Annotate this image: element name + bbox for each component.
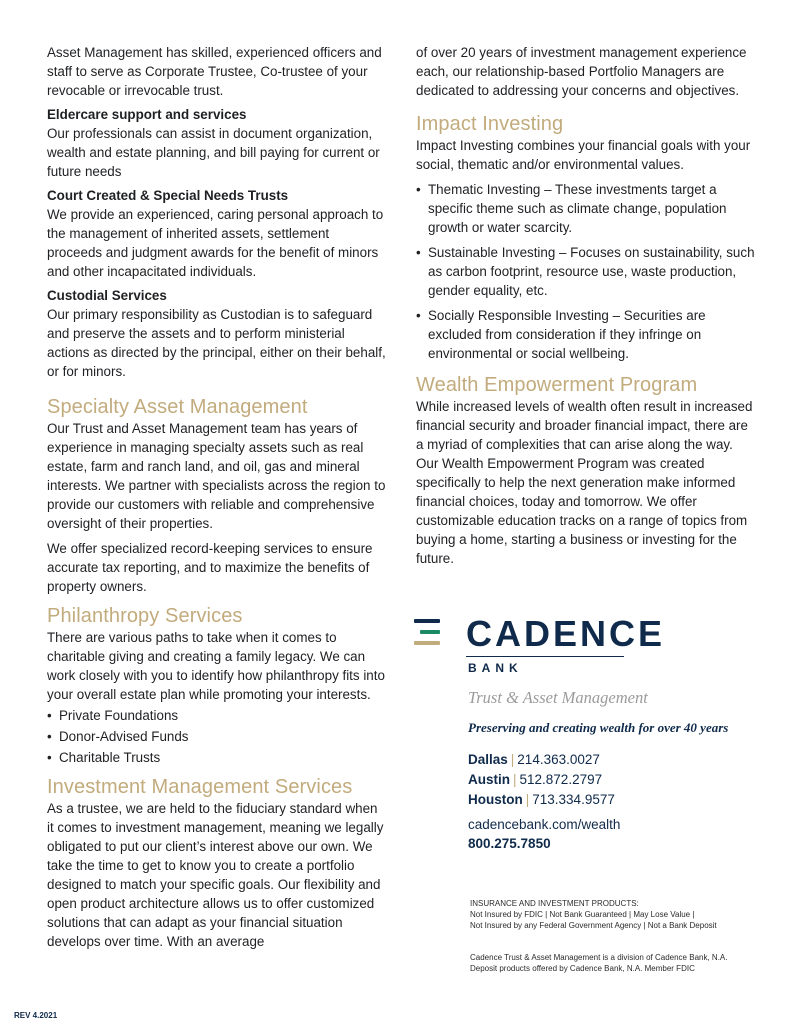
court-trusts-body: We provide an experienced, caring personal approach to the management of inherited assets, settlement proceeds and judgment awards for the benefit of minors and other incapacitated individuals.: [47, 207, 384, 279]
impact-list: [416, 180, 756, 363]
website-link[interactable]: cadencebank.com/wealth: [468, 817, 621, 832]
tagline: Preserving and creating wealth for over 40 years: [468, 720, 729, 735]
contact-row: [468, 750, 615, 770]
cadence-mark-icon: [414, 619, 442, 649]
wealth-heading: Wealth Empowerment Program: [416, 374, 698, 396]
impact-heading: Impact Investing: [416, 113, 564, 135]
contact-row: [468, 770, 615, 790]
toll-free-number[interactable]: 800.275.7850: [468, 836, 551, 851]
contact-phone[interactable]: 713.334.9577: [532, 792, 615, 807]
mark-bar-middle: [420, 630, 440, 634]
disclosure-line: INSURANCE AND INVESTMENT PRODUCTS:: [470, 899, 639, 908]
specialty-paragraph-1: Our Trust and Asset Management team has years of experience in managing specialty assets such as real estate, farm and ranch land, and oil, gas and mineral interests. We partner with specialists across the region to provide our customers with reliable and comprehensive oversight of their properties.: [47, 421, 386, 531]
revision-label: REV 4.2021: [14, 1011, 58, 1020]
separator: |: [513, 772, 517, 787]
contact-row: [468, 790, 615, 810]
insurance-disclosure: [470, 898, 717, 931]
contact-phone[interactable]: 512.872.2797: [519, 772, 603, 787]
eldercare-title: Eldercare support and services: [47, 107, 247, 122]
contact-phone[interactable]: 214.363.0027: [517, 752, 600, 767]
list-item: • Thematic Investing – These investments target a specific theme such as climate change, population growth or water scarcity.: [416, 180, 756, 237]
division-disclosure: [470, 952, 727, 974]
specialty-heading: Specialty Asset Management: [47, 396, 308, 418]
court-trusts-title: Court Created & Special Needs Trusts: [47, 188, 289, 203]
mark-bar-bottom: [414, 641, 440, 645]
wealth-body: While increased levels of wealth often result in increased financial security and broader financial impact, there are a myriad of complexities that can arise along the way. Our Wealth Empowerment Program was created specifically to help the next generation make informed financial choices, today and tomorrow. We offer customizable education tracks on a range of topics from buying a home, starting a business or investing for the future.: [416, 399, 753, 566]
contact-city: Houston: [468, 792, 523, 807]
eldercare-body: Our professionals can assist in document organization, wealth and estate planning, and bill paying for current or future needs: [47, 126, 380, 179]
mark-bar-top: [414, 619, 440, 623]
philanthropy-heading: Philanthropy Services: [47, 605, 243, 627]
left-column: [47, 43, 387, 951]
custodial-title: Custodial Services: [47, 288, 167, 303]
contact-list: [468, 750, 615, 810]
contact-city: Dallas: [468, 752, 508, 767]
disclosure-line: Cadence Trust & Asset Management is a division of Cadence Bank, N.A.: [470, 953, 728, 962]
investment-heading: Investment Management Services: [47, 776, 353, 798]
custodial-body: Our primary responsibility as Custodian is to safeguard and preserve the assets and to perform ministerial actions as directed by the principal, either on their behalf, or for minors.: [47, 307, 386, 379]
web-contact: [468, 815, 620, 853]
logo-divider: [466, 656, 624, 657]
list-item: • Private Foundations: [47, 706, 387, 725]
disclosure-line: Deposit products offered by Cadence Bank, N.A. Member FDIC: [470, 964, 695, 973]
list-item: • Charitable Trusts: [47, 748, 387, 767]
investment-body: As a trustee, we are held to the fiduciary standard when it comes to investment management, meaning we legally obligated to put our client’s interest above our own. We take the time to get to know you to create a portfolio designed to match your specific goals. Our flexibility and open product architecture allows us to offer customized solutions that can adapt as your financial situation develops over time. With an average: [47, 801, 384, 949]
right-column: [416, 43, 756, 568]
list-item: • Donor-Advised Funds: [47, 727, 387, 746]
disclosure-line: Not Insured by any Federal Government Agency | Not a Bank Deposit: [470, 921, 717, 930]
specialty-paragraph-2: We offer specialized record-keeping services to ensure accurate tax reporting, and to maximize the benefits of property owners.: [47, 541, 373, 594]
logo-subword: BANK: [468, 661, 523, 675]
separator: |: [510, 752, 515, 767]
disclosure-line: Not Insured by FDIC | Not Bank Guaranteed | May Lose Value |: [470, 910, 695, 919]
division-name: Trust & Asset Management: [468, 688, 648, 707]
intro-paragraph: Asset Management has skilled, experienced officers and staff to serve as Corporate Trustee, Co-trustee of your revocable or irrevocable trust.: [47, 45, 382, 98]
impact-body: Impact Investing combines your financial goals with your social, thematic and/or environmental values.: [416, 138, 751, 172]
logo-wordmark: CADENCE: [466, 613, 666, 654]
investment-continuation: of over 20 years of investment management experience each, our relationship-based Portfolio Managers are dedicated to addressing your concerns and objectives.: [416, 45, 747, 98]
list-item: • Sustainable Investing – Focuses on sustainability, such as carbon footprint, resource use, waste production, gender equality, etc.: [416, 243, 756, 300]
cadence-logo: [414, 615, 674, 679]
philanthropy-body: There are various paths to take when it comes to charitable giving and creating a family legacy. We can work closely with you to identify how philanthropy fits into your overall estate plan while promoting your interests.: [47, 630, 385, 702]
separator: |: [525, 792, 530, 807]
philanthropy-list: [47, 706, 387, 767]
list-item: • Socially Responsible Investing – Securities are excluded from consideration if they infringe on environmental or social wellbeing.: [416, 306, 756, 363]
contact-city: Austin: [468, 772, 510, 787]
